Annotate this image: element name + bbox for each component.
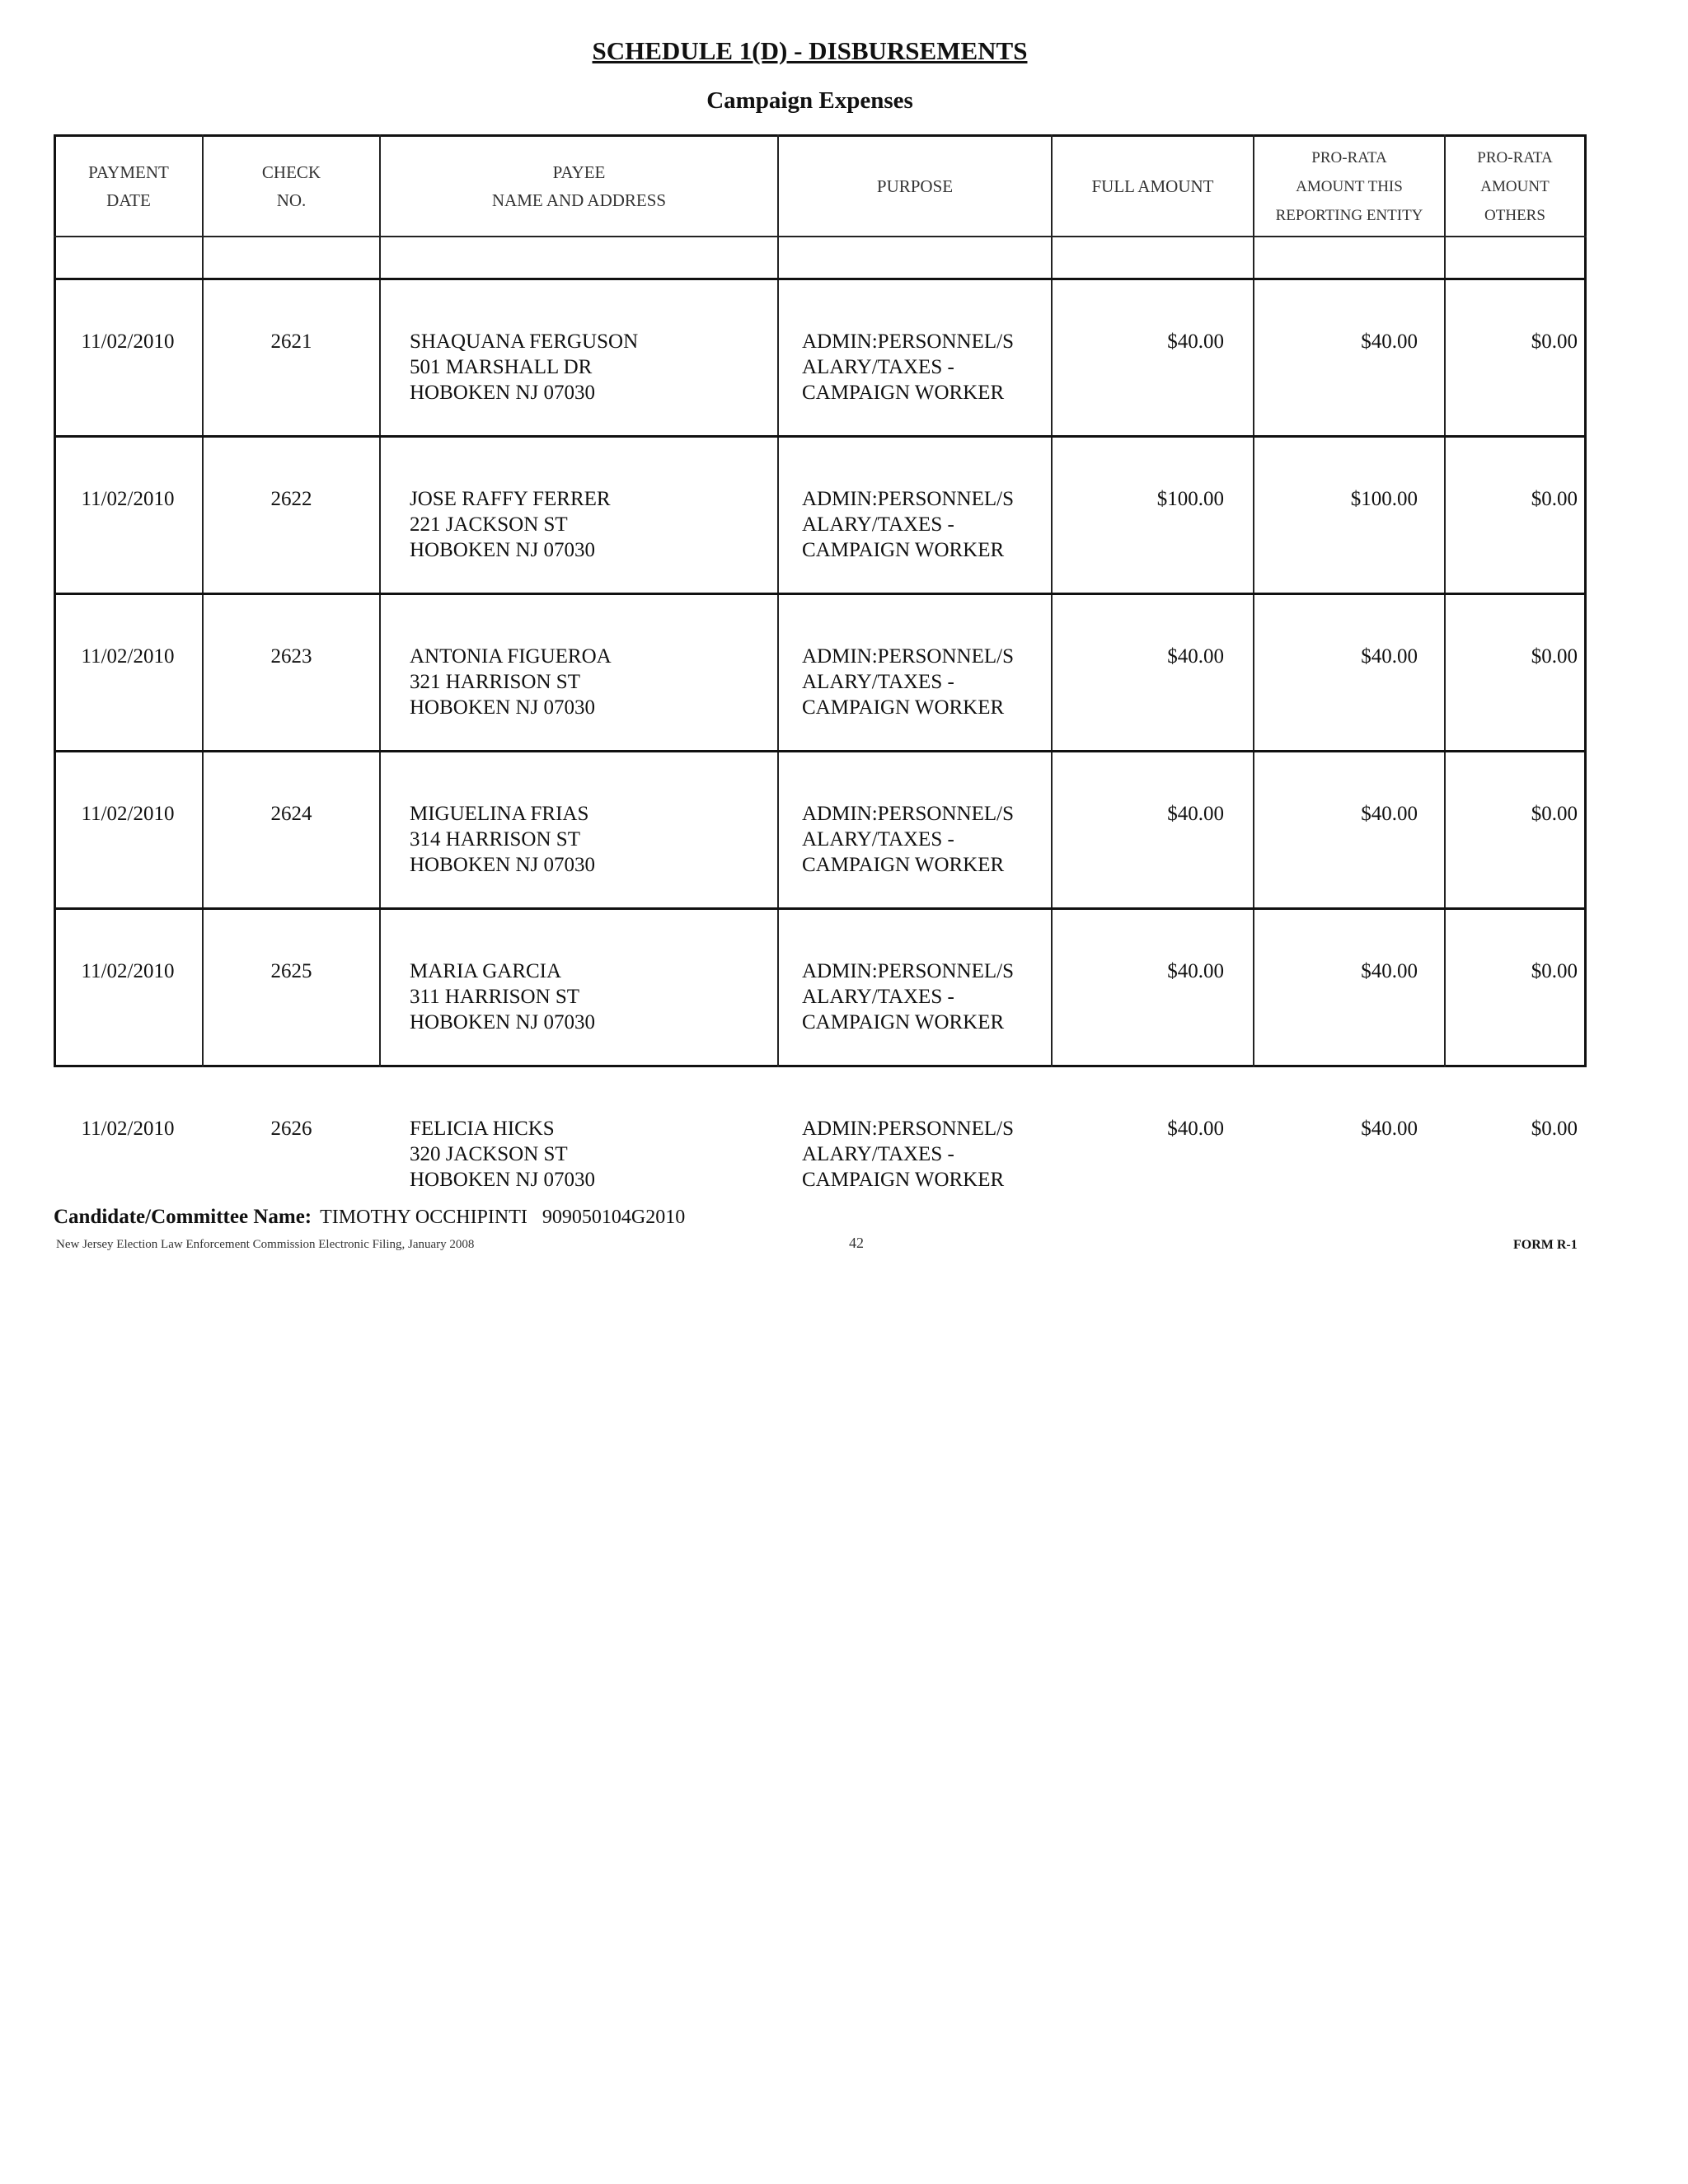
payee-name-address [410,958,595,1035]
schedule-subtitle: Campaign Expenses [706,87,913,114]
payee-name: JOSE RAFFY FERRER [410,488,611,510]
schedule-title: SCHEDULE 1(D) - DISBURSEMENTS [592,36,1028,65]
purpose-line: ADMIN:PERSONNEL/S [802,960,1014,982]
payee-name-address [410,1116,595,1193]
purpose [802,1116,1014,1193]
purpose [802,644,1014,720]
purpose-line: ALARY/TAXES - [802,828,954,851]
header-payment-date: PAYMENT DATE [88,162,169,210]
row-divider [54,435,1587,438]
purpose [802,958,1014,1035]
row-divider [54,750,1587,752]
check-number: 2622 [270,488,312,510]
payee-street: 501 MARSHALL DR [410,356,593,378]
payment-date: 11/02/2010 [81,803,175,825]
purpose-line: ALARY/TAXES - [802,986,954,1008]
full-amount: $40.00 [1167,803,1224,825]
prorata-this-amount: $100.00 [1350,488,1418,510]
form-label: FORM R-1 [1513,1238,1578,1252]
check-number: 2623 [270,645,312,668]
column-divider [777,134,779,1067]
check-number: 2624 [270,803,312,825]
full-amount: $40.00 [1167,960,1224,982]
payee-name-address [410,486,611,563]
purpose-line: ADMIN:PERSONNEL/S [802,488,1014,510]
purpose-line: CAMPAIGN WORKER [802,696,1005,719]
column-divider [1051,134,1053,1067]
payee-name: MIGUELINA FRIAS [410,803,589,825]
committee-info [54,1206,685,1229]
payee-street: 314 HARRISON ST [410,828,580,851]
committee-label: Candidate/Committee Name: [54,1206,312,1228]
purpose-line: CAMPAIGN WORKER [802,854,1005,876]
payee-city: HOBOKEN NJ 07030 [410,1011,595,1033]
purpose-line: ADMIN:PERSONNEL/S [802,1118,1014,1140]
purpose-line: ADMIN:PERSONNEL/S [802,330,1014,353]
row-divider [54,278,1587,280]
payee-street: 311 HARRISON ST [410,986,580,1008]
payee-city: HOBOKEN NJ 07030 [410,696,595,719]
payee-name: SHAQUANA FERGUSON [410,330,639,353]
check-number: 2625 [270,960,312,982]
header-purpose: PURPOSE [876,176,954,196]
header-payee: PAYEE NAME AND ADDRESS [491,162,667,210]
column-divider [379,134,381,1067]
payee-name: ANTONIA FIGUEROA [410,645,612,668]
header-prorata-this: PRO-RATA AMOUNT THIS REPORTING ENTITY [1275,148,1423,224]
payee-name-address [410,644,612,720]
full-amount: $40.00 [1167,645,1224,668]
prorata-this-amount: $40.00 [1361,1118,1418,1140]
full-amount: $40.00 [1167,1118,1224,1140]
purpose [802,801,1014,878]
column-divider [1444,134,1446,1067]
purpose-line: ALARY/TAXES - [802,671,954,693]
payee-name-address [410,329,638,405]
prorata-this-amount: $40.00 [1361,330,1418,353]
prorata-others-amount: $0.00 [1531,1118,1578,1140]
purpose-line: ALARY/TAXES - [802,356,954,378]
full-amount: $100.00 [1156,488,1224,510]
purpose-line: ADMIN:PERSONNEL/S [802,645,1014,668]
check-number: 2621 [270,330,312,353]
payee-name: FELICIA HICKS [410,1118,555,1140]
payee-city: HOBOKEN NJ 07030 [410,539,595,561]
payee-city: HOBOKEN NJ 07030 [410,382,595,404]
row-divider [54,907,1587,910]
payment-date: 11/02/2010 [81,1118,175,1140]
disbursements-table-frame [54,134,1587,1067]
purpose-line: ALARY/TAXES - [802,1143,954,1165]
payee-street: 321 HARRISON ST [410,671,580,693]
footer-commission-text: New Jersey Election Law Enforcement Commission Electronic Filing, January 2008 [56,1238,475,1251]
row-divider [54,593,1587,595]
header-divider [54,236,1587,237]
check-number: 2626 [270,1118,312,1140]
payee-street: 221 JACKSON ST [410,513,568,536]
column-divider [202,134,204,1067]
committee-id: 909050104G2010 [542,1207,686,1228]
payee-name: MARIA GARCIA [410,960,562,982]
committee-name: TIMOTHY OCCHIPINTI [320,1207,528,1228]
purpose [802,486,1014,563]
purpose-line: ALARY/TAXES - [802,513,954,536]
prorata-others-amount: $0.00 [1531,960,1578,982]
prorata-others-amount: $0.00 [1531,645,1578,668]
purpose [802,329,1014,405]
prorata-others-amount: $0.00 [1531,803,1578,825]
purpose-line: CAMPAIGN WORKER [802,1011,1005,1033]
column-divider [1253,134,1254,1067]
prorata-others-amount: $0.00 [1531,330,1578,353]
page-number: 42 [849,1235,864,1251]
payment-date: 11/02/2010 [81,330,175,353]
payee-street: 320 JACKSON ST [410,1143,568,1165]
payment-date: 11/02/2010 [81,488,175,510]
purpose-line: ADMIN:PERSONNEL/S [802,803,1014,825]
prorata-this-amount: $40.00 [1361,645,1418,668]
payee-name-address [410,801,595,878]
payee-city: HOBOKEN NJ 07030 [410,854,595,876]
prorata-this-amount: $40.00 [1361,960,1418,982]
payment-date: 11/02/2010 [81,960,175,982]
purpose-line: CAMPAIGN WORKER [802,539,1005,561]
purpose-line: CAMPAIGN WORKER [802,1169,1005,1191]
header-full-amount: FULL AMOUNT [1091,176,1214,196]
prorata-this-amount: $40.00 [1361,803,1418,825]
header-check-no: CHECK NO. [261,162,321,210]
payment-date: 11/02/2010 [81,645,175,668]
purpose-line: CAMPAIGN WORKER [802,382,1005,404]
payee-city: HOBOKEN NJ 07030 [410,1169,595,1191]
full-amount: $40.00 [1167,330,1224,353]
prorata-others-amount: $0.00 [1531,488,1578,510]
header-prorata-others: PRO-RATA AMOUNT OTHERS [1477,148,1553,224]
